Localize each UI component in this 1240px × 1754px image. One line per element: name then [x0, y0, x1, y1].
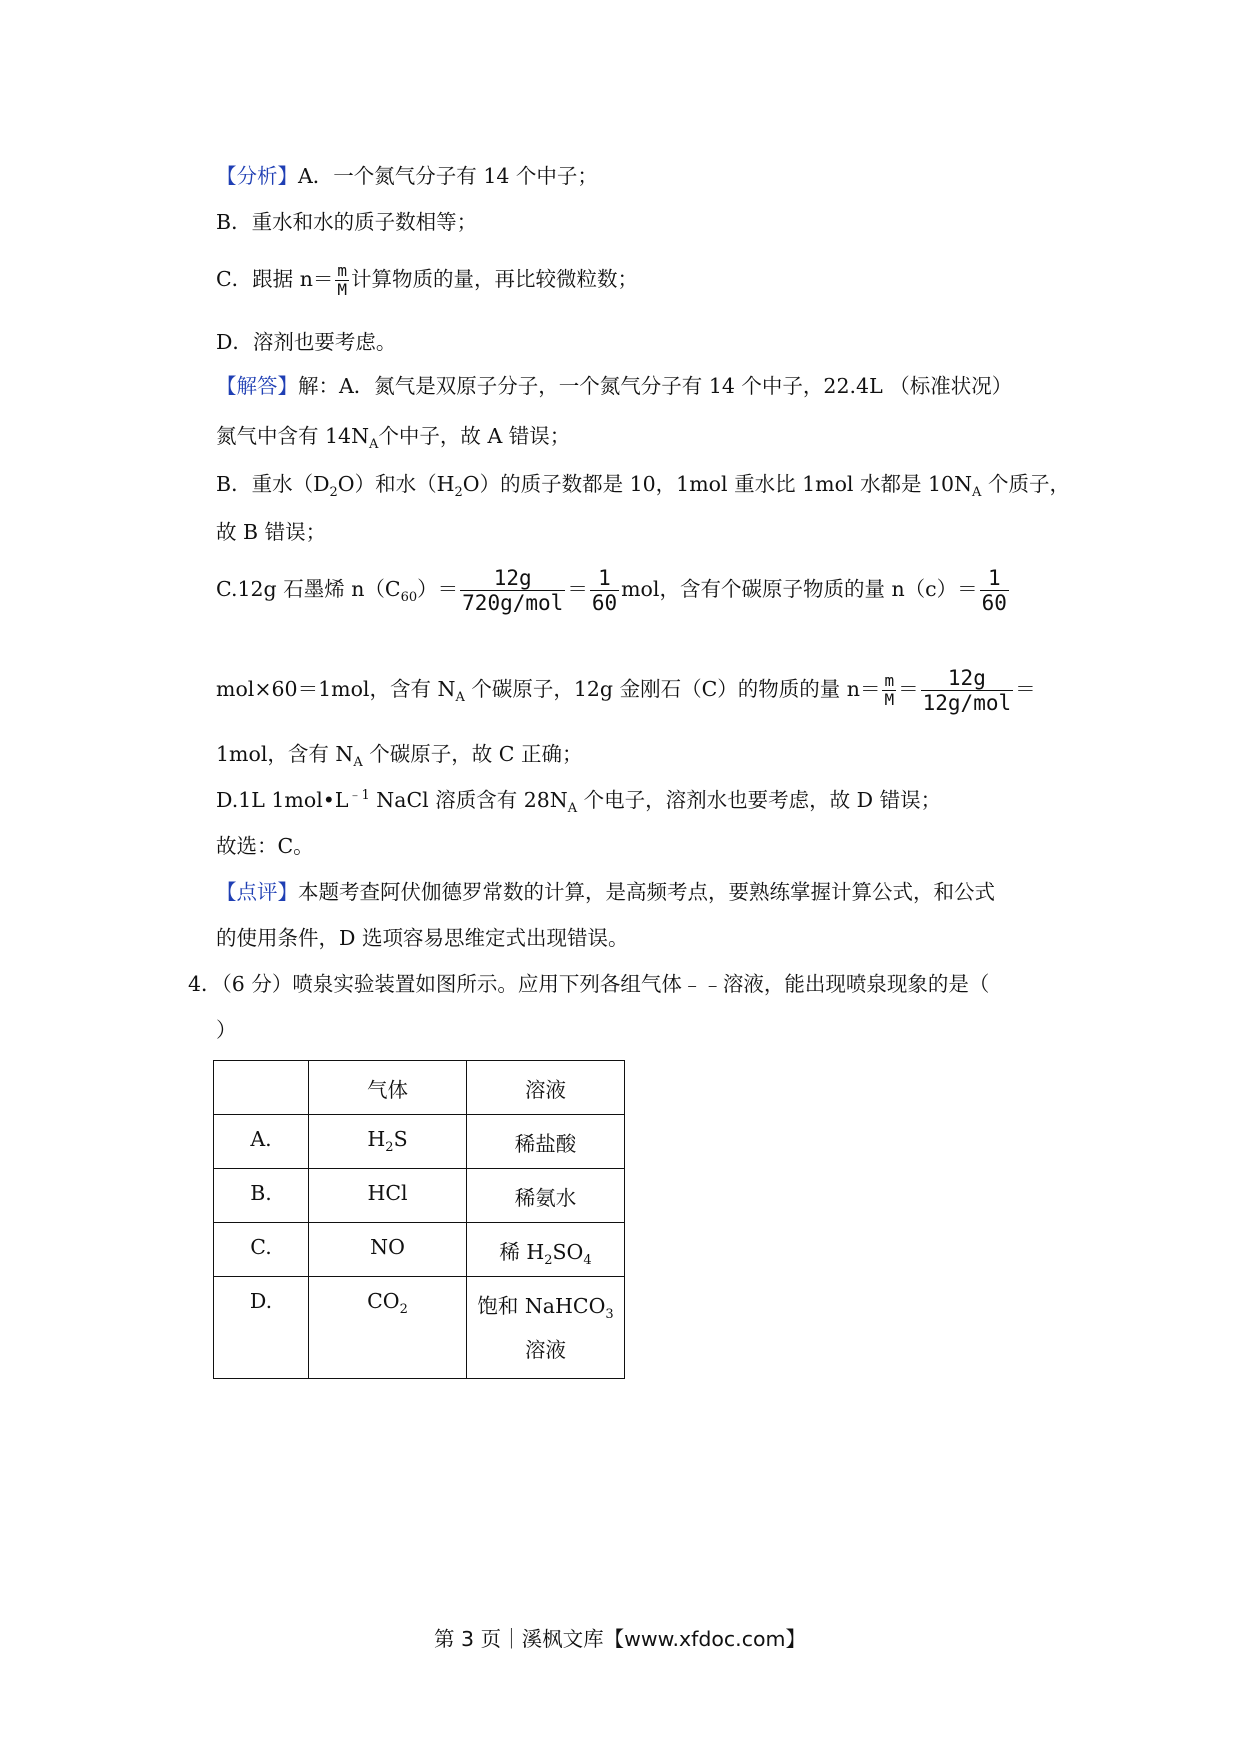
question-line1: 4．（6 分）喷泉实验装置如图所示。应用下列各组气体﹣﹣溶液，能出现喷泉现象的是（	[188, 972, 990, 996]
analysis-a: 【分析】A．一个氮气分子有 14 个中子；	[216, 164, 598, 188]
answer-c-line3: 1mol，含有 $N_A$ 个碳原子，故 C 正确；	[216, 742, 583, 771]
table-header-cell: 气体	[309, 1061, 467, 1115]
answer-choice: 故选：C。	[216, 834, 314, 858]
solution-cell: 稀氨水	[467, 1169, 625, 1223]
fraction-1-over-60: $\frac{1}{60}$	[591, 566, 618, 615]
analysis-b: B．重水和水的质子数相等；	[216, 210, 478, 234]
table-header-row	[214, 1061, 625, 1115]
comment-line1: 【点评】本题考查阿伏伽德罗常数的计算，是高频考点，要熟练掌握计算公式，和公式	[216, 880, 995, 904]
answer-c-line1: C.12g 石墨烯 $n(C_{60})=$ $\frac{12g}{\text{720g/mol}}$ ＝ $\frac{1}{60}$ mol，含有个碳原子物质的量 n（c）＝ $\frac{1}{60}$	[216, 566, 1007, 615]
table-header-cell: 溶液	[467, 1061, 625, 1115]
solution-cell: 稀盐酸	[467, 1115, 625, 1169]
fraction-m-over-M-b: $\frac{m}{M}$	[884, 671, 895, 709]
answer-b-line2: 故 B 错误；	[216, 520, 327, 544]
gas-cell: HCl	[309, 1169, 467, 1223]
fraction-m-over-M: $\frac{m}{M}$	[337, 261, 348, 299]
answer-a-line2: 氮气中含有 $14N_A$个中子，故 A 错误；	[216, 424, 571, 453]
answer-b-line1: B．重水$(D_2O)$和水$(H_2O)$的质子数都是 10，1mol 重水比 1mol 水都是 $10N_A$ 个质子，	[216, 472, 1070, 501]
fraction-1-over-60-b: $\frac{1}{60}$	[981, 566, 1007, 615]
analysis-c: C．跟据 n＝ $\frac{m}{M}$ 计算物质的量，再比较微粒数；	[216, 261, 639, 299]
page-footer: 第 3 页｜溪枫文库【www.xfdoc.com】	[434, 1627, 806, 1651]
options-table	[213, 1060, 625, 1379]
option-label: A.	[214, 1115, 309, 1169]
analysis-tag: 【分析】	[216, 164, 298, 188]
answer-d: D.1L $1mol•L^{﹣1}$ NaCl 溶质含有 $28N_A$ 个电子，溶剂水也要考虑，故 D 错误；	[216, 788, 942, 817]
gas-cell: $H_2S$	[309, 1115, 467, 1169]
option-label: C.	[214, 1223, 309, 1277]
answer-a-line1: 【解答】解：A．氮气是双原子分子，一个氮气分子有 14 个中子，22.4L （标准状况）	[216, 374, 1013, 398]
analysis-d: D．溶剂也要考虑。	[216, 330, 397, 354]
question-line2: ）	[216, 1018, 237, 1042]
table-header-cell	[214, 1061, 309, 1115]
option-label: D.	[214, 1277, 309, 1379]
fraction-12g-over-720: $\frac{12g}{\text{720g/mol}}$	[462, 566, 564, 615]
comment-line2: 的使用条件，D 选项容易思维定式出现错误。	[216, 926, 629, 950]
solution-cell: 稀 $H_2SO_4$	[467, 1223, 625, 1277]
table-row	[214, 1277, 625, 1379]
solution-cell: 饱和 NaHCO$_3$ 溶液	[467, 1277, 625, 1379]
comment-tag: 【点评】	[216, 880, 298, 904]
answer-tag: 【解答】	[216, 374, 298, 398]
answer-c-line2: mol×60＝1mol，含有 $N_A$ 个碳原子，12g 金刚石（C）的物质的量 n＝ $\frac{m}{M}$ ＝ $\frac{12g}{\text{12g/mol}}$ ＝	[216, 666, 1036, 715]
table-row	[214, 1169, 625, 1223]
gas-cell: $CO_2$	[309, 1277, 467, 1379]
table-row	[214, 1223, 625, 1277]
gas-cell: NO	[309, 1223, 467, 1277]
option-label: B.	[214, 1169, 309, 1223]
table-row	[214, 1115, 625, 1169]
fraction-12g-over-12: $\frac{12g}{\text{12g/mol}}$	[922, 666, 1012, 715]
